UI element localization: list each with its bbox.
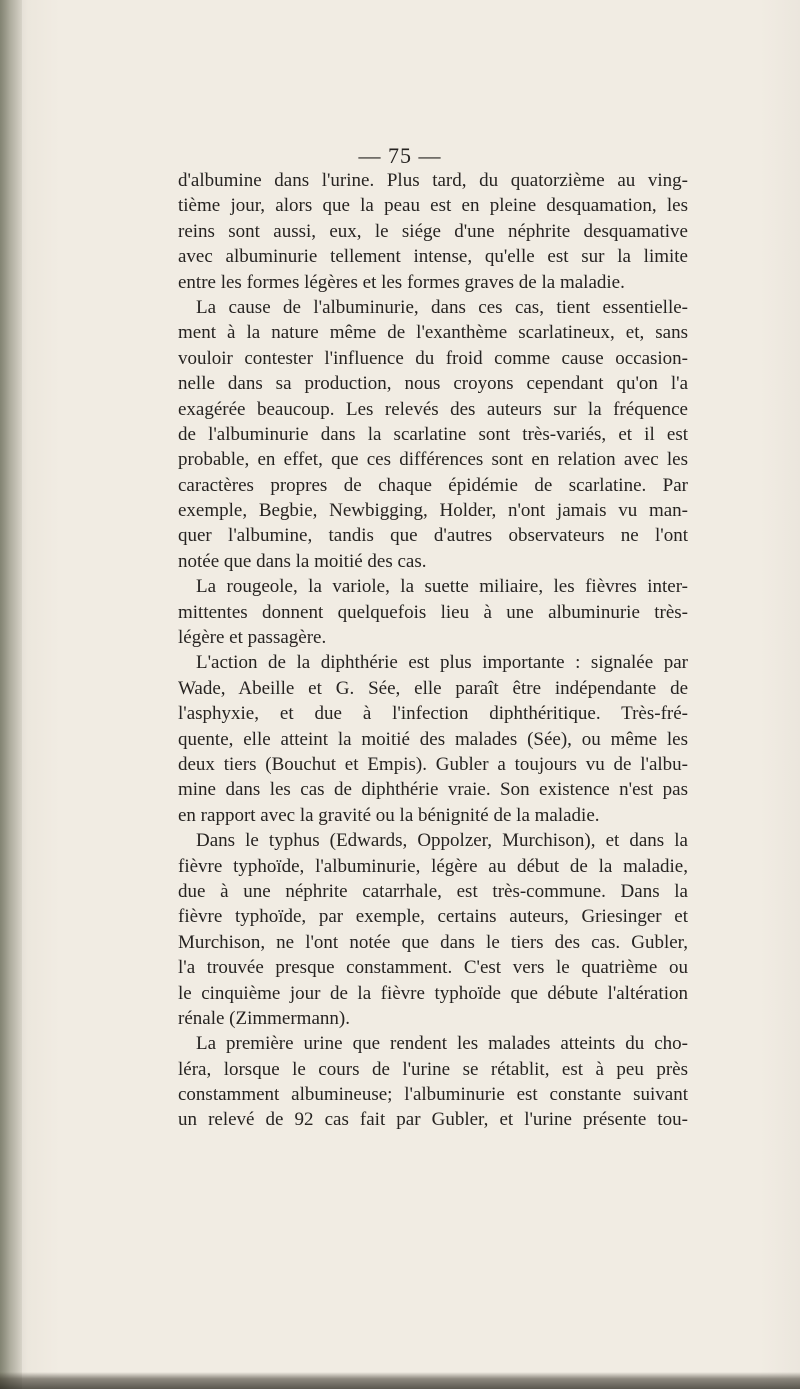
text-line: vouloir contester l'influence du froid comme cause occasion- (178, 347, 688, 369)
text-line: l'a trouvée presque constamment. C'est vers le quatrième ou (178, 957, 688, 979)
text-line: quer l'albumine, tandis que d'autres observateurs ne l'ont (178, 525, 688, 547)
text-line: un relevé de 92 cas fait par Gubler, et l'urine présente tou- (178, 1109, 688, 1131)
page-spine-shadow (0, 0, 22, 1389)
text-line: caractères propres de chaque épidémie de scarlatine. Par (178, 474, 688, 496)
text-line: en rapport avec la gravité ou la bénignité de la maladie. (178, 804, 600, 826)
text-line: notée que dans la moitié des cas. (178, 550, 427, 572)
text-line: nelle dans sa production, nous croyons cependant qu'on l'a (178, 373, 688, 395)
body-text (178, 168, 688, 1133)
text-line: exagérée beaucoup. Les relevés des auteurs sur la fréquence (178, 398, 688, 420)
text-line: légère et passagère. (178, 627, 327, 649)
text-line: due à une néphrite catarrhale, est très-commune. Dans la (178, 880, 688, 902)
text-line: de l'albuminurie dans la scarlatine sont très-variés, et il est (178, 423, 688, 445)
text-line: Murchison, ne l'ont notée que dans le tiers des cas. Gubler, (178, 931, 688, 953)
text-line: léra, lorsque le cours de l'urine se rétablit, est à peu près (178, 1058, 688, 1080)
page-bottom-edge (0, 1372, 800, 1389)
page-number: — 75 — (358, 143, 442, 168)
text-line: reins sont aussi, eux, le siége d'une néphrite desquamative (178, 220, 688, 242)
text-line: avec albuminurie tellement intense, qu'elle est sur la limite (178, 246, 688, 268)
text-line: Dans le typhus (Edwards, Oppolzer, Murchison), et dans la (196, 830, 688, 852)
text-line: La première urine que rendent les malades atteints du cho- (196, 1033, 688, 1055)
text-line: probable, en effet, que ces différences sont en relation avec les (178, 449, 688, 471)
text-line: fièvre typhoïde, l'albuminurie, légère au début de la maladie, (178, 855, 688, 877)
text-line: constamment albumineuse; l'albuminurie est constante suivant (178, 1084, 688, 1106)
text-line: fièvre typhoïde, par exemple, certains auteurs, Griesinger et (178, 906, 688, 928)
text-line: l'asphyxie, et due à l'infection diphthéritique. Très-fré- (178, 703, 688, 725)
text-line: Wade, Abeille et G. Sée, elle paraît être indépendante de (178, 677, 688, 699)
text-line: le cinquième jour de la fièvre typhoïde que débute l'altération (178, 982, 688, 1004)
text-line: La cause de l'albuminurie, dans ces cas, tient essentielle- (196, 296, 688, 318)
text-line: exemple, Begbie, Newbigging, Holder, n'ont jamais vu man- (178, 500, 688, 522)
text-line: quente, elle atteint la moitié des malades (Sée), ou même les (178, 728, 688, 750)
text-line: L'action de la diphthérie est plus importante : signalée par (196, 652, 688, 674)
text-line: mittentes donnent quelquefois lieu à une albuminurie très- (178, 601, 688, 623)
text-line: entre les formes légères et les formes graves de la maladie. (178, 271, 625, 293)
text-line: mine dans les cas de diphthérie vraie. Son existence n'est pas (178, 779, 688, 801)
text-line: La rougeole, la variole, la suette miliaire, les fièvres inter- (196, 576, 688, 598)
text-line: d'albumine dans l'urine. Plus tard, du quatorzième au ving- (178, 170, 688, 191)
text-line: deux tiers (Bouchut et Empis). Gubler a toujours vu de l'albu- (178, 753, 688, 775)
text-line: ment à la nature même de l'exanthème scarlatineux, et, sans (178, 322, 688, 344)
text-line: tième jour, alors que la peau est en pleine desquamation, les (178, 195, 688, 217)
text-line: rénale (Zimmermann). (178, 1007, 350, 1029)
